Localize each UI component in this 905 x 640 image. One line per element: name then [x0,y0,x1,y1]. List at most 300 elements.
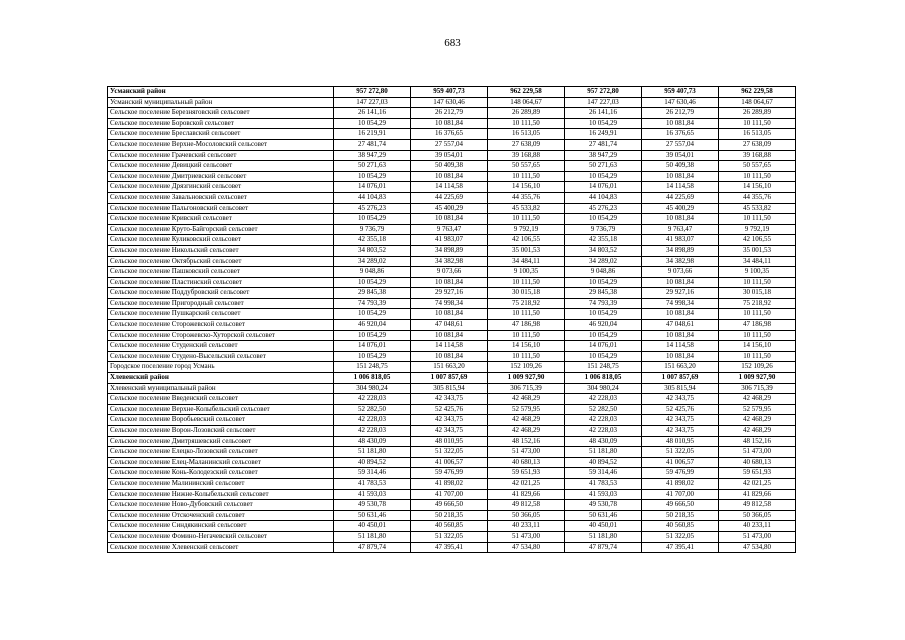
value-cell: 29 845,38 [334,288,411,299]
value-cell: 10 111,50 [488,214,565,225]
value-cell: 10 111,50 [719,330,796,341]
table-row [108,542,796,553]
value-cell: 957 272,80 [565,87,642,98]
row-name-cell: Сельское поселение Бреславский сельсовет [108,129,334,140]
value-cell: 29 927,16 [642,288,719,299]
table-row [108,150,796,161]
value-cell: 9 048,86 [334,267,411,278]
row-name-cell: Сельское поселение Верхне-Колыбельский сельсовет [108,404,334,415]
value-cell: 148 064,67 [488,97,565,108]
value-cell: 47 534,80 [488,542,565,553]
value-cell: 306 715,39 [488,383,565,394]
value-cell: 50 366,05 [488,510,565,521]
value-cell: 14 156,10 [719,182,796,193]
value-cell: 40 560,85 [642,521,719,532]
value-cell: 30 015,18 [719,288,796,299]
value-cell: 42 343,75 [642,415,719,426]
row-name-cell: Сельское поселение Дмитриевский сельсовет [108,171,334,182]
value-cell: 1 006 818,05 [565,373,642,384]
value-cell: 42 021,25 [488,478,565,489]
value-cell: 42 468,29 [488,394,565,405]
value-cell: 14 156,10 [488,182,565,193]
value-cell: 30 015,18 [488,288,565,299]
row-name-cell: Сельское поселение Малининский сельсовет [108,478,334,489]
table-row [108,404,796,415]
value-cell: 41 593,03 [334,489,411,500]
value-cell: 26 141,16 [334,108,411,119]
value-cell: 34 484,11 [719,256,796,267]
value-cell: 41 707,00 [642,489,719,500]
value-cell: 10 111,50 [719,118,796,129]
value-cell: 40 233,11 [719,521,796,532]
value-cell: 9 792,19 [719,224,796,235]
row-name-cell: Сельское поселение Синдякинский сельсовет [108,521,334,532]
value-cell: 10 081,84 [411,277,488,288]
value-cell: 10 054,29 [565,118,642,129]
row-name-cell: Сельское поселение Куликовский сельсовет [108,235,334,246]
value-cell: 35 001,53 [719,245,796,256]
value-cell: 50 366,05 [719,510,796,521]
row-name-cell: Сельское поселение Пригородный сельсовет [108,298,334,309]
row-name-cell: Сельское поселение Девицкий сельсовет [108,161,334,172]
value-cell: 74 998,34 [411,298,488,309]
value-cell: 52 425,76 [411,404,488,415]
table-row [108,351,796,362]
row-name-cell: Сельское поселение Студено-Высельский сельсовет [108,351,334,362]
table-row [108,129,796,140]
row-name-cell: Сельское поселение Пушкарский сельсовет [108,309,334,320]
table-row [108,489,796,500]
value-cell: 42 228,03 [334,415,411,426]
value-cell: 10 111,50 [488,330,565,341]
value-cell: 42 468,29 [488,426,565,437]
table-row [108,161,796,172]
row-name-cell: Сельское поселение Отскоченский сельсовет [108,510,334,521]
value-cell: 10 054,29 [565,330,642,341]
value-cell: 34 289,02 [334,256,411,267]
table-row [108,394,796,405]
value-cell: 44 104,83 [334,192,411,203]
table-row [108,330,796,341]
row-name-cell: Сельское поселение Верхне-Мосоловский сельсовет [108,139,334,150]
row-name-cell: Сельское поселение Нижне-Колыбельский сельсовет [108,489,334,500]
value-cell: 45 276,23 [565,203,642,214]
value-cell: 16 513,05 [719,129,796,140]
value-cell: 41 829,66 [719,489,796,500]
value-cell: 959 407,73 [642,87,719,98]
value-cell: 42 343,75 [411,415,488,426]
value-cell: 50 631,46 [334,510,411,521]
value-cell: 52 282,50 [565,404,642,415]
value-cell: 42 228,03 [565,394,642,405]
value-cell: 10 081,84 [642,171,719,182]
value-cell: 10 054,29 [334,277,411,288]
row-name-cell: Сельское поселение Боровской сельсовет [108,118,334,129]
value-cell: 962 229,58 [719,87,796,98]
table-row [108,383,796,394]
value-cell: 9 763,47 [411,224,488,235]
value-cell: 51 322,05 [642,447,719,458]
table-row [108,235,796,246]
value-cell: 10 081,84 [411,351,488,362]
value-cell: 42 343,75 [411,394,488,405]
value-cell: 40 450,01 [565,521,642,532]
value-cell: 48 430,09 [565,436,642,447]
value-cell: 151 663,20 [642,362,719,373]
value-cell: 305 815,94 [642,383,719,394]
value-cell: 38 947,29 [334,150,411,161]
value-cell: 49 666,50 [642,500,719,511]
value-cell: 10 081,84 [642,277,719,288]
value-cell: 75 218,92 [719,298,796,309]
value-cell: 14 076,01 [334,341,411,352]
value-cell: 39 054,01 [411,150,488,161]
value-cell: 47 395,41 [642,542,719,553]
table-row [108,245,796,256]
value-cell: 1 006 818,05 [334,373,411,384]
row-name-cell: Сельское поселение Грачевский сельсовет [108,150,334,161]
value-cell: 52 425,76 [642,404,719,415]
row-name-cell: Сельское поселение Хлевенский сельсовет [108,542,334,553]
value-cell: 10 081,84 [642,351,719,362]
value-cell: 10 054,29 [334,214,411,225]
row-name-cell: Хлевенский район [108,373,334,384]
value-cell: 34 898,89 [642,245,719,256]
value-cell: 42 228,03 [334,394,411,405]
value-cell: 50 557,65 [488,161,565,172]
value-cell: 40 560,85 [411,521,488,532]
value-cell: 50 271,63 [334,161,411,172]
value-cell: 26 212,79 [642,108,719,119]
table-row [108,500,796,511]
value-cell: 42 468,29 [719,394,796,405]
value-cell: 49 666,50 [411,500,488,511]
value-cell: 44 355,76 [719,192,796,203]
value-cell: 41 983,07 [411,235,488,246]
value-cell: 10 111,50 [488,351,565,362]
value-cell: 1 007 857,69 [642,373,719,384]
table-row [108,457,796,468]
row-name-cell: Сельское поселение Октябрьский сельсовет [108,256,334,267]
table-body [108,87,796,553]
value-cell: 42 343,75 [642,394,719,405]
value-cell: 1 007 857,69 [411,373,488,384]
value-cell: 10 081,84 [642,309,719,320]
table-row [108,224,796,235]
value-cell: 40 894,52 [565,457,642,468]
value-cell: 10 054,29 [565,309,642,320]
table-row [108,531,796,542]
value-cell: 14 076,01 [565,341,642,352]
value-cell: 10 054,29 [334,309,411,320]
table-row [108,298,796,309]
table-row [108,436,796,447]
value-cell: 34 803,52 [565,245,642,256]
row-name-cell: Сельское поселение Дрязгинский сельсовет [108,182,334,193]
value-cell: 26 212,79 [411,108,488,119]
row-name-cell: Сельское поселение Пластинский сельсовет [108,277,334,288]
value-cell: 49 530,78 [334,500,411,511]
value-cell: 9 073,66 [642,267,719,278]
value-cell: 59 476,99 [411,468,488,479]
value-cell: 47 879,74 [565,542,642,553]
table-row [108,192,796,203]
value-cell: 14 076,01 [565,182,642,193]
value-cell: 48 430,09 [334,436,411,447]
value-cell: 44 104,83 [565,192,642,203]
value-cell: 27 638,09 [719,139,796,150]
value-cell: 962 229,58 [488,87,565,98]
value-cell: 147 227,03 [334,97,411,108]
value-cell: 46 920,04 [334,320,411,331]
row-name-cell: Сельское поселение Студенский сельсовет [108,341,334,352]
value-cell: 1 009 927,90 [719,373,796,384]
value-cell: 14 114,58 [411,182,488,193]
value-cell: 10 054,29 [565,351,642,362]
table-row [108,267,796,278]
value-cell: 29 927,16 [411,288,488,299]
value-cell: 10 081,84 [411,309,488,320]
value-cell: 14 114,58 [642,341,719,352]
table-row [108,171,796,182]
row-name-cell: Сельское поселение Елецко-Лозовский сельсовет [108,447,334,458]
value-cell: 10 081,84 [642,118,719,129]
value-cell: 42 228,03 [334,426,411,437]
value-cell: 48 010,95 [411,436,488,447]
value-cell: 10 081,84 [642,214,719,225]
row-name-cell: Сельское поселение Конь-Колодезский сельсовет [108,468,334,479]
value-cell: 41 983,07 [642,235,719,246]
row-name-cell: Хлевенский муниципальный район [108,383,334,394]
value-cell: 46 920,04 [565,320,642,331]
value-cell: 49 530,78 [565,500,642,511]
value-cell: 42 106,55 [488,235,565,246]
value-cell: 9 073,66 [411,267,488,278]
value-cell: 34 289,02 [565,256,642,267]
value-cell: 51 181,80 [334,531,411,542]
table-row [108,426,796,437]
value-cell: 10 081,84 [411,214,488,225]
row-name-cell: Сельское поселение Никольский сельсовет [108,245,334,256]
value-cell: 41 829,66 [488,489,565,500]
row-name-cell: Сельское поселение Пальгоновский сельсовет [108,203,334,214]
value-cell: 42 468,29 [719,426,796,437]
table-row [108,256,796,267]
value-cell: 48 010,95 [642,436,719,447]
value-cell: 51 322,05 [411,531,488,542]
value-cell: 9 763,47 [642,224,719,235]
value-cell: 152 109,26 [488,362,565,373]
value-cell: 29 845,38 [565,288,642,299]
row-name-cell: Сельское поселение Ворон-Лозовский сельсовет [108,426,334,437]
value-cell: 14 114,58 [411,341,488,352]
value-cell: 47 879,74 [334,542,411,553]
value-cell: 305 815,94 [411,383,488,394]
value-cell: 52 579,95 [719,404,796,415]
page-number: 683 [444,37,461,49]
value-cell: 50 271,63 [565,161,642,172]
row-name-cell: Сельское поселение Сторожевско-Хуторской сельсовет [108,330,334,341]
value-cell: 16 376,65 [411,129,488,140]
value-cell: 1 009 927,90 [488,373,565,384]
value-cell: 51 473,00 [488,531,565,542]
value-cell: 40 894,52 [334,457,411,468]
value-cell: 10 111,50 [719,277,796,288]
value-cell: 10 054,29 [334,118,411,129]
value-cell: 10 111,50 [719,214,796,225]
row-name-cell: Сельское поселение Дмитряшевский сельсовет [108,436,334,447]
district-total-row [108,373,796,384]
value-cell: 10 081,84 [411,171,488,182]
value-cell: 34 803,52 [334,245,411,256]
value-cell: 45 533,82 [488,203,565,214]
value-cell: 16 219,91 [334,129,411,140]
table-row [108,182,796,193]
table-row [108,97,796,108]
value-cell: 42 355,18 [565,235,642,246]
value-cell: 34 382,98 [642,256,719,267]
value-cell: 9 736,79 [334,224,411,235]
row-name-cell: Сельское поселение Круто-Байгорский сельсовет [108,224,334,235]
value-cell: 35 001,53 [488,245,565,256]
value-cell: 42 343,75 [642,426,719,437]
value-cell: 34 484,11 [488,256,565,267]
value-cell: 39 168,88 [488,150,565,161]
value-cell: 74 998,34 [642,298,719,309]
table-row [108,288,796,299]
value-cell: 10 111,50 [488,171,565,182]
row-name-cell: Сельское поселение Березняговский сельсовет [108,108,334,119]
value-cell: 51 181,80 [565,531,642,542]
value-cell: 50 631,46 [565,510,642,521]
value-cell: 27 557,04 [411,139,488,150]
value-cell: 10 054,29 [334,171,411,182]
value-cell: 51 322,05 [411,447,488,458]
value-cell: 42 468,29 [488,415,565,426]
value-cell: 51 322,05 [642,531,719,542]
value-cell: 42 355,18 [334,235,411,246]
value-cell: 42 468,29 [719,415,796,426]
value-cell: 34 382,98 [411,256,488,267]
value-cell: 50 218,35 [642,510,719,521]
value-cell: 9 100,35 [488,267,565,278]
value-cell: 39 168,88 [719,150,796,161]
value-cell: 10 111,50 [488,309,565,320]
table-row [108,362,796,373]
value-cell: 74 793,39 [334,298,411,309]
table-row [108,214,796,225]
value-cell: 152 109,26 [719,362,796,373]
value-cell: 39 054,01 [642,150,719,161]
value-cell: 14 156,10 [719,341,796,352]
value-cell: 10 081,84 [411,330,488,341]
value-cell: 10 054,29 [565,214,642,225]
value-cell: 9 792,19 [488,224,565,235]
value-cell: 47 534,80 [719,542,796,553]
value-cell: 47 048,61 [642,320,719,331]
value-cell: 151 663,20 [411,362,488,373]
value-cell: 59 651,93 [719,468,796,479]
value-cell: 26 289,89 [719,108,796,119]
value-cell: 44 355,76 [488,192,565,203]
row-name-cell: Сельское поселение Елец-Маланинский сельсовет [108,457,334,468]
table-row [108,468,796,479]
value-cell: 40 233,11 [488,521,565,532]
value-cell: 16 249,91 [565,129,642,140]
value-cell: 51 473,00 [719,531,796,542]
value-cell: 41 783,53 [334,478,411,489]
value-cell: 52 282,50 [334,404,411,415]
value-cell: 50 409,38 [642,161,719,172]
value-cell: 47 186,98 [719,320,796,331]
table-row [108,139,796,150]
value-cell: 49 812,58 [719,500,796,511]
value-cell: 59 476,99 [642,468,719,479]
value-cell: 47 395,41 [411,542,488,553]
value-cell: 59 314,46 [565,468,642,479]
value-cell: 27 638,09 [488,139,565,150]
value-cell: 306 715,39 [719,383,796,394]
value-cell: 50 557,65 [719,161,796,172]
value-cell: 41 707,00 [411,489,488,500]
value-cell: 10 054,29 [565,171,642,182]
value-cell: 48 152,16 [719,436,796,447]
value-cell: 9 736,79 [565,224,642,235]
row-name-cell: Сельское поселение Кривский сельсовет [108,214,334,225]
value-cell: 10 111,50 [488,277,565,288]
row-name-cell: Сельское поселение Поддубровский сельсовет [108,288,334,299]
table-row [108,118,796,129]
value-cell: 59 314,46 [334,468,411,479]
row-name-cell: Сельское поселение Пашковский сельсовет [108,267,334,278]
table-row [108,521,796,532]
value-cell: 304 980,24 [565,383,642,394]
row-name-cell: Сельское поселение Завальновский сельсовет [108,192,334,203]
value-cell: 10 081,84 [411,118,488,129]
table-row [108,478,796,489]
value-cell: 40 680,13 [488,457,565,468]
value-cell: 51 181,80 [334,447,411,458]
value-cell: 48 152,16 [488,436,565,447]
value-cell: 41 898,02 [642,478,719,489]
value-cell: 27 481,74 [334,139,411,150]
table-row [108,341,796,352]
table-row [108,108,796,119]
value-cell: 148 064,67 [719,97,796,108]
table-row [108,447,796,458]
row-name-cell: Городское поселение город Усмань [108,362,334,373]
value-cell: 47 186,98 [488,320,565,331]
row-name-cell: Сельское поселение Ново-Дубовский сельсовет [108,500,334,511]
table-row [108,277,796,288]
row-name-cell: Усманский район [108,87,334,98]
value-cell: 14 156,10 [488,341,565,352]
value-cell: 47 048,61 [411,320,488,331]
district-total-row [108,87,796,98]
value-cell: 41 783,53 [565,478,642,489]
value-cell: 10 054,29 [565,277,642,288]
table-row [108,320,796,331]
value-cell: 50 409,38 [411,161,488,172]
value-cell: 9 048,86 [565,267,642,278]
value-cell: 26 141,16 [565,108,642,119]
value-cell: 151 248,75 [334,362,411,373]
value-cell: 959 407,73 [411,87,488,98]
value-cell: 51 473,00 [719,447,796,458]
value-cell: 10 081,84 [642,330,719,341]
budget-table [107,86,796,553]
value-cell: 10 111,50 [719,351,796,362]
